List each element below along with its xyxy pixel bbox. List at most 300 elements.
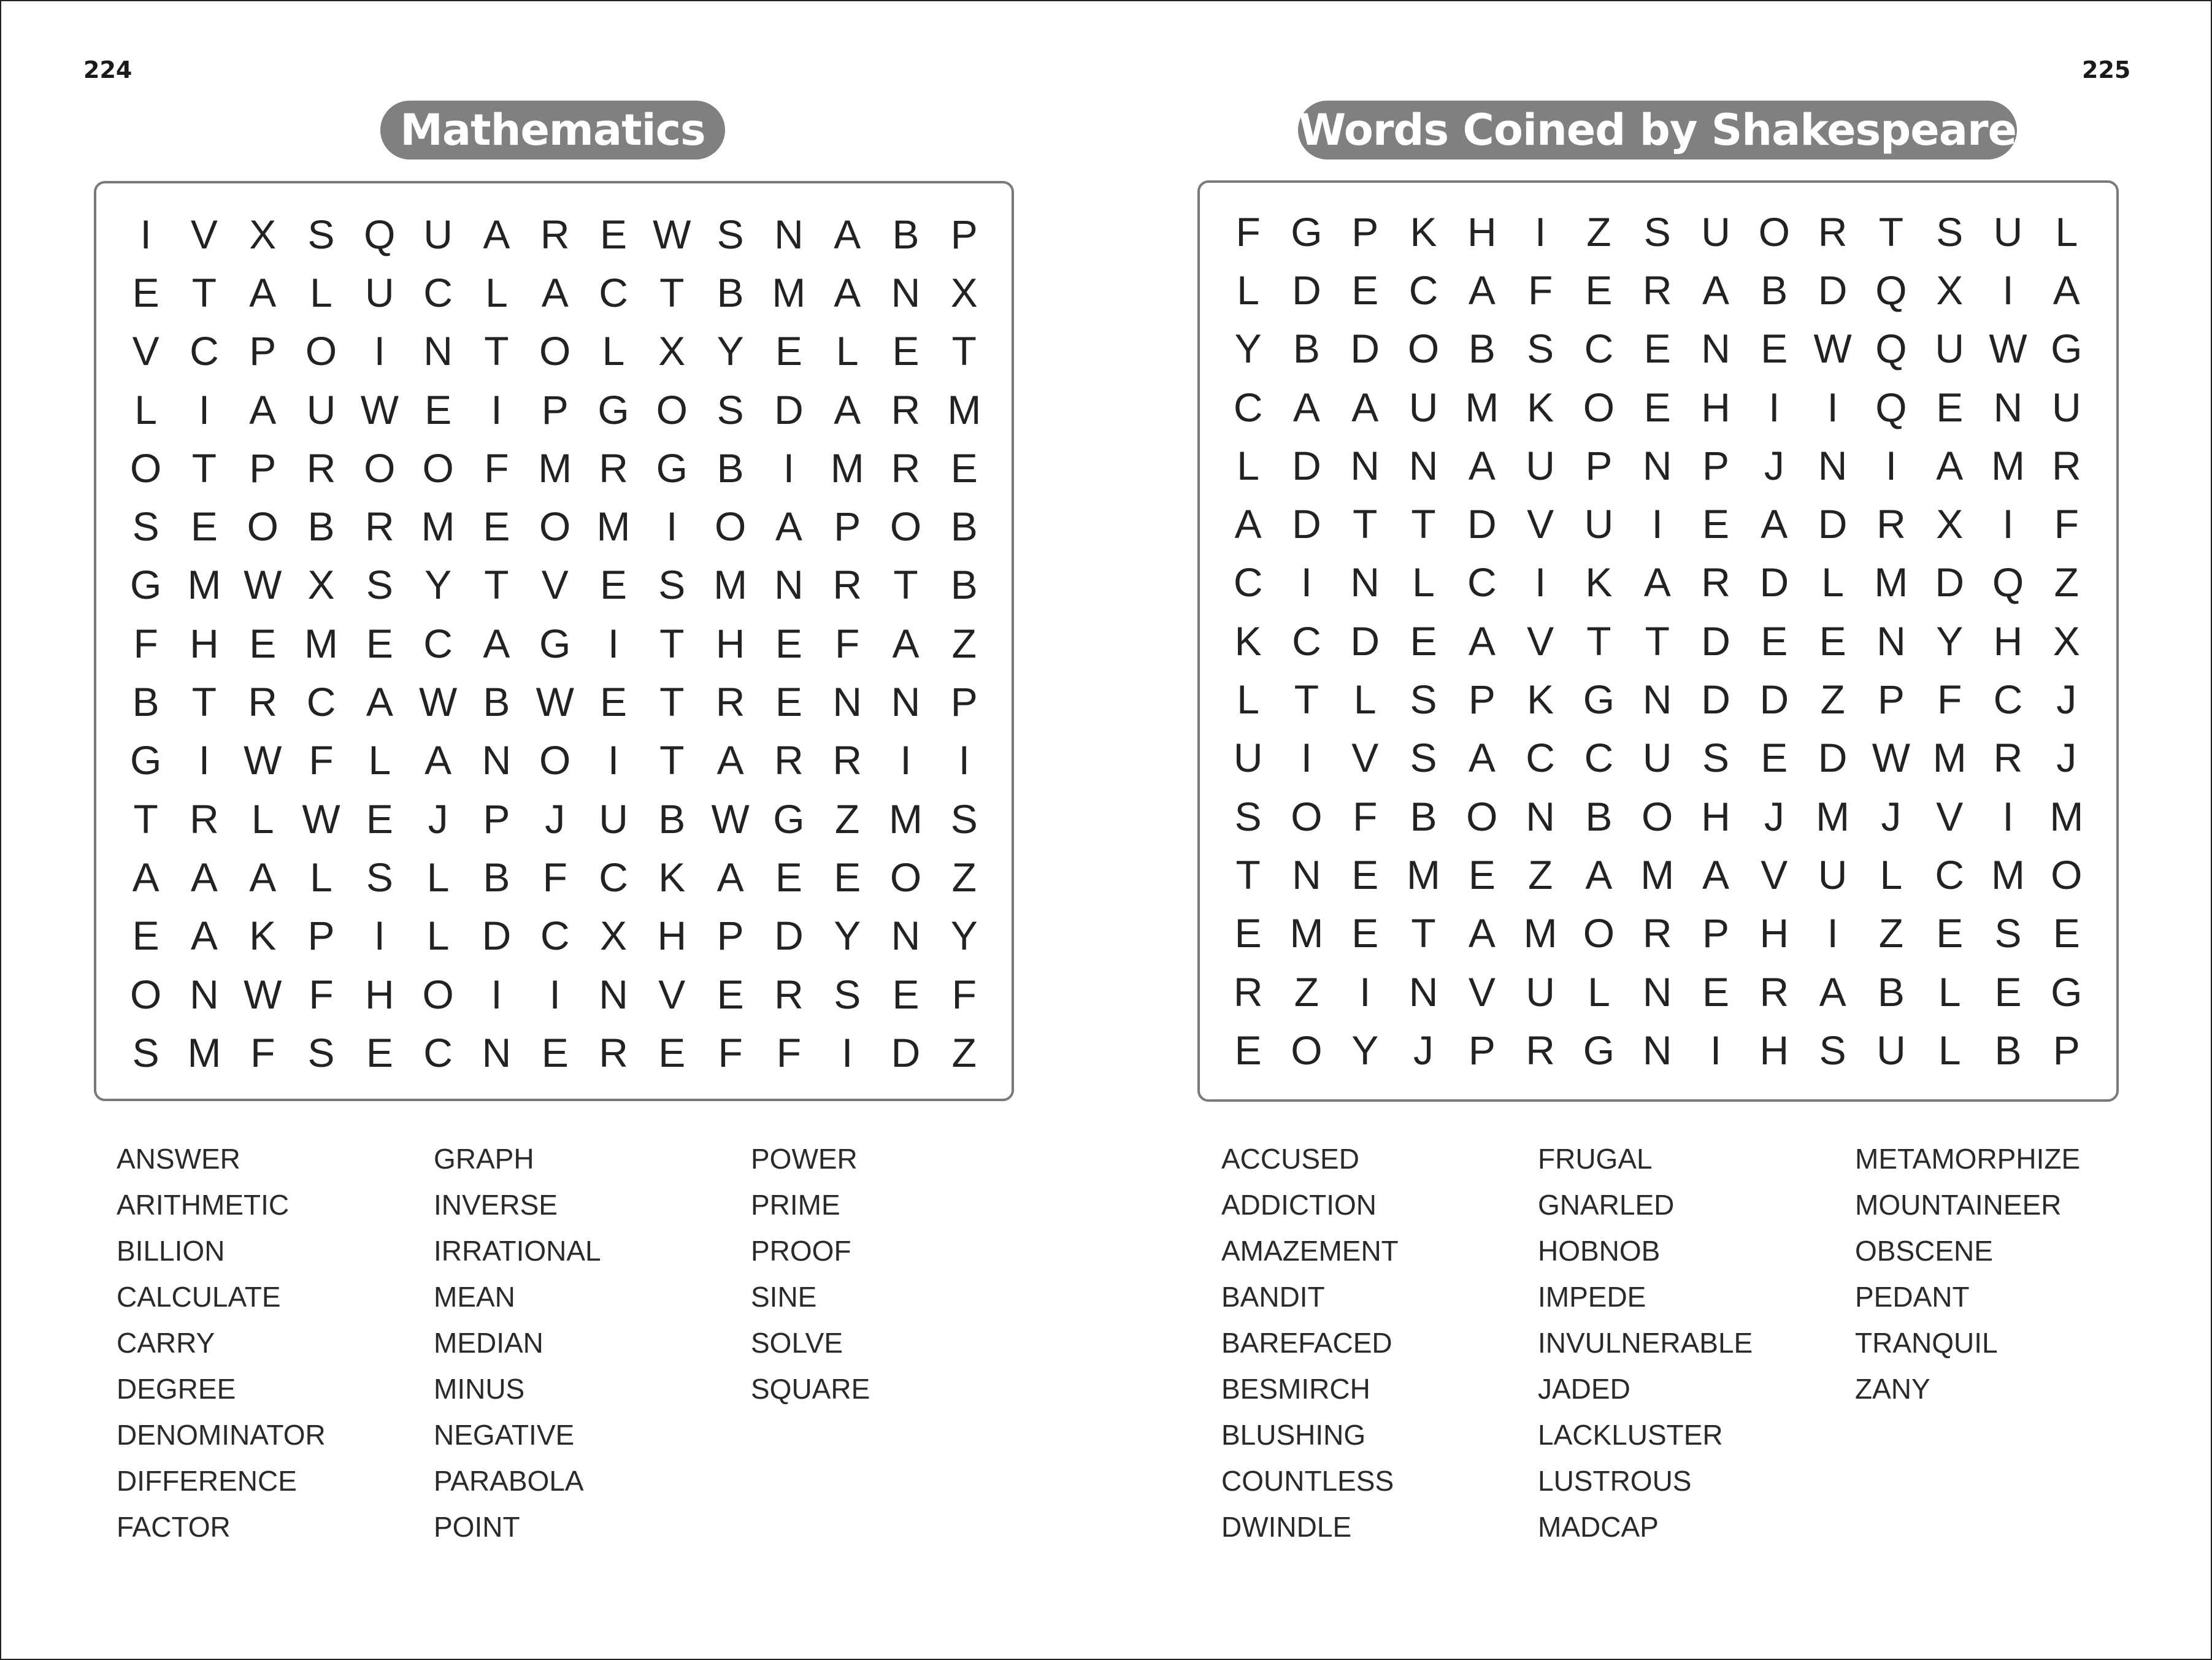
grid-letter[interactable]: Z	[1820, 677, 1845, 723]
grid-letter[interactable]: D	[1350, 618, 1380, 664]
grid-letter[interactable]: D	[1701, 677, 1730, 723]
grid-letter[interactable]: T	[191, 269, 217, 315]
grid-letter[interactable]: T	[133, 796, 158, 842]
grid-letter[interactable]: G	[597, 386, 629, 432]
grid-letter[interactable]: A	[1585, 851, 1613, 897]
grid-letter[interactable]: E	[716, 971, 744, 1017]
grid-letter[interactable]: O	[364, 445, 396, 491]
grid-letter[interactable]: G	[2051, 969, 2083, 1015]
grid-letter[interactable]: I	[1300, 559, 1313, 605]
grid-letter[interactable]: L	[134, 386, 157, 432]
grid-letter[interactable]: W	[244, 562, 282, 608]
grid-letter[interactable]: Q	[1875, 267, 1907, 313]
grid-letter[interactable]: O	[656, 386, 688, 432]
grid-letter[interactable]: U	[365, 269, 394, 315]
grid-letter[interactable]: A	[716, 854, 744, 900]
grid-letter[interactable]: R	[2051, 442, 2081, 488]
grid-letter[interactable]: F	[309, 737, 334, 783]
grid-letter[interactable]: M	[1289, 910, 1324, 956]
grid-letter[interactable]: X	[2053, 618, 2080, 664]
grid-letter[interactable]: D	[1759, 677, 1789, 723]
grid-letter[interactable]: H	[1701, 793, 1730, 839]
grid-letter[interactable]: I	[2002, 793, 2014, 839]
grid-letter[interactable]: J	[1413, 1027, 1434, 1073]
grid-letter[interactable]: N	[891, 679, 921, 725]
grid-letter[interactable]: D	[1701, 618, 1730, 664]
grid-letter[interactable]: B	[892, 211, 920, 257]
grid-letter[interactable]: C	[1584, 735, 1614, 781]
grid-letter[interactable]: B	[307, 504, 335, 550]
grid-letter[interactable]: M	[596, 504, 631, 550]
grid-letter[interactable]: N	[190, 971, 219, 1017]
grid-letter[interactable]: N	[1350, 559, 1380, 605]
grid-letter[interactable]: M	[1932, 735, 1967, 781]
grid-letter[interactable]: N	[1408, 969, 1438, 1015]
grid-letter[interactable]: M	[187, 1029, 221, 1075]
grid-letter[interactable]: E	[366, 1029, 393, 1075]
grid-letter[interactable]: T	[191, 679, 217, 725]
grid-letter[interactable]: U	[1993, 209, 2023, 255]
grid-letter[interactable]: D	[482, 913, 512, 959]
grid-letter[interactable]: B	[1761, 267, 1788, 313]
grid-letter[interactable]: M	[889, 796, 923, 842]
grid-letter[interactable]: D	[1292, 267, 1321, 313]
grid-letter[interactable]: R	[832, 737, 862, 783]
grid-letter[interactable]: F	[1235, 209, 1261, 255]
grid-letter[interactable]: T	[484, 562, 509, 608]
grid-letter[interactable]: R	[774, 737, 804, 783]
grid-letter[interactable]: P	[716, 913, 744, 959]
grid-letter[interactable]: O	[422, 971, 454, 1017]
grid-letter[interactable]: P	[1468, 677, 1496, 723]
grid-letter[interactable]: S	[132, 504, 159, 550]
grid-letter[interactable]: A	[190, 854, 218, 900]
grid-letter[interactable]: U	[306, 386, 336, 432]
grid-letter[interactable]: E	[775, 328, 802, 374]
grid-letter[interactable]: I	[958, 737, 970, 783]
grid-letter[interactable]: E	[132, 913, 159, 959]
grid-letter[interactable]: E	[950, 445, 978, 491]
grid-letter[interactable]: M	[1407, 851, 1441, 897]
grid-letter[interactable]: A	[2053, 267, 2080, 313]
grid-letter[interactable]: G	[2051, 326, 2083, 372]
grid-letter[interactable]: I	[491, 386, 502, 432]
grid-letter[interactable]: C	[1993, 677, 2023, 723]
grid-letter[interactable]: E	[483, 504, 510, 550]
grid-letter[interactable]: M	[1465, 384, 1499, 430]
grid-letter[interactable]: H	[715, 620, 745, 666]
grid-letter[interactable]: G	[1583, 677, 1615, 723]
grid-letter[interactable]: C	[540, 913, 570, 959]
grid-letter[interactable]: G	[1583, 1027, 1615, 1073]
grid-letter[interactable]: O	[714, 504, 747, 550]
grid-letter[interactable]: Z	[951, 620, 977, 666]
grid-letter[interactable]: E	[1351, 910, 1379, 956]
grid-letter[interactable]: O	[539, 328, 571, 374]
grid-letter[interactable]: N	[1642, 677, 1672, 723]
grid-letter[interactable]: X	[600, 913, 628, 959]
grid-letter[interactable]: N	[1292, 851, 1321, 897]
grid-letter[interactable]: O	[1407, 326, 1440, 372]
grid-letter[interactable]: C	[1233, 384, 1263, 430]
grid-letter[interactable]: C	[599, 269, 628, 315]
grid-letter[interactable]: L	[426, 854, 450, 900]
grid-letter[interactable]: V	[190, 211, 218, 257]
grid-letter[interactable]: E	[541, 1029, 569, 1075]
grid-letter[interactable]: S	[366, 854, 393, 900]
grid-letter[interactable]: O	[1583, 910, 1615, 956]
grid-letter[interactable]: U	[1642, 735, 1672, 781]
grid-letter[interactable]: I	[607, 620, 620, 666]
grid-letter[interactable]: A	[483, 211, 510, 257]
grid-letter[interactable]: Z	[2054, 559, 2079, 605]
grid-letter[interactable]: D	[774, 386, 804, 432]
grid-letter[interactable]: S	[1410, 677, 1437, 723]
grid-letter[interactable]: U	[1584, 501, 1614, 547]
grid-letter[interactable]: A	[1936, 442, 1964, 488]
grid-letter[interactable]: M	[1874, 559, 1908, 605]
grid-letter[interactable]: A	[249, 269, 277, 315]
grid-letter[interactable]: Y	[1936, 618, 1964, 664]
grid-letter[interactable]: L	[1237, 677, 1259, 723]
grid-letter[interactable]: B	[483, 679, 510, 725]
grid-letter[interactable]: I	[2002, 501, 2014, 547]
grid-letter[interactable]: H	[657, 913, 687, 959]
grid-letter[interactable]: A	[249, 854, 277, 900]
grid-letter[interactable]: I	[1885, 442, 1897, 488]
grid-letter[interactable]: T	[1411, 501, 1436, 547]
grid-letter[interactable]: V	[1936, 793, 1964, 839]
grid-letter[interactable]: T	[484, 328, 509, 374]
grid-letter[interactable]: U	[1526, 969, 1555, 1015]
grid-letter[interactable]: P	[950, 211, 978, 257]
grid-letter[interactable]: E	[1234, 1027, 1262, 1073]
grid-letter[interactable]: M	[187, 562, 221, 608]
grid-letter[interactable]: R	[1701, 559, 1730, 605]
grid-letter[interactable]: E	[892, 328, 920, 374]
grid-letter[interactable]: N	[1642, 442, 1672, 488]
grid-letter[interactable]: P	[249, 445, 277, 491]
grid-letter[interactable]: A	[1761, 501, 1788, 547]
grid-letter[interactable]: I	[1827, 910, 1838, 956]
grid-letter[interactable]: X	[249, 211, 277, 257]
grid-letter[interactable]: T	[191, 445, 217, 491]
grid-letter[interactable]: R	[1818, 209, 1848, 255]
grid-letter[interactable]: E	[1351, 267, 1379, 313]
grid-letter[interactable]: D	[1818, 267, 1848, 313]
grid-letter[interactable]: A	[190, 913, 218, 959]
grid-letter[interactable]: D	[891, 1029, 921, 1075]
grid-letter[interactable]: J	[2056, 735, 2077, 781]
grid-letter[interactable]: A	[1468, 735, 1496, 781]
grid-letter[interactable]: Z	[1878, 910, 1904, 956]
grid-letter[interactable]: T	[659, 679, 685, 725]
grid-letter[interactable]: I	[842, 1029, 853, 1075]
grid-letter[interactable]: J	[428, 796, 448, 842]
grid-letter[interactable]: L	[251, 796, 274, 842]
grid-letter[interactable]: R	[190, 796, 219, 842]
grid-letter[interactable]: G	[129, 562, 162, 608]
grid-letter[interactable]: M	[713, 562, 748, 608]
grid-letter[interactable]: E	[892, 971, 920, 1017]
grid-letter[interactable]: C	[1408, 267, 1438, 313]
grid-letter[interactable]: I	[1359, 969, 1371, 1015]
grid-letter[interactable]: V	[1527, 618, 1554, 664]
grid-letter[interactable]: C	[190, 328, 219, 374]
grid-letter[interactable]: I	[198, 386, 210, 432]
grid-letter[interactable]: I	[900, 737, 912, 783]
grid-letter[interactable]: U	[1408, 384, 1438, 430]
grid-letter[interactable]: A	[1292, 384, 1320, 430]
grid-letter[interactable]: W	[711, 796, 750, 842]
grid-letter[interactable]: A	[1351, 384, 1379, 430]
grid-letter[interactable]: L	[1412, 559, 1435, 605]
grid-letter[interactable]: H	[1759, 1027, 1789, 1073]
grid-letter[interactable]: E	[1702, 969, 1730, 1015]
grid-letter[interactable]: A	[366, 679, 393, 725]
grid-letter[interactable]: M	[1991, 442, 2025, 488]
grid-letter[interactable]: R	[1526, 1027, 1555, 1073]
grid-letter[interactable]: N	[891, 913, 921, 959]
grid-letter[interactable]: I	[1768, 384, 1780, 430]
grid-letter[interactable]: V	[1351, 735, 1379, 781]
grid-letter[interactable]: E	[1761, 618, 1788, 664]
grid-letter[interactable]: F	[250, 1029, 275, 1075]
grid-letter[interactable]: V	[132, 328, 159, 374]
grid-letter[interactable]: E	[775, 679, 802, 725]
grid-letter[interactable]: H	[1467, 209, 1497, 255]
grid-letter[interactable]: K	[1234, 618, 1262, 664]
grid-letter[interactable]: N	[832, 679, 862, 725]
grid-letter[interactable]: N	[1876, 618, 1906, 664]
grid-letter[interactable]: N	[774, 211, 804, 257]
grid-letter[interactable]: C	[306, 679, 336, 725]
grid-letter[interactable]: D	[1292, 501, 1321, 547]
grid-letter[interactable]: V	[541, 562, 569, 608]
grid-letter[interactable]: J	[2056, 677, 2077, 723]
grid-letter[interactable]: M	[304, 620, 339, 666]
grid-letter[interactable]: W	[536, 679, 574, 725]
grid-letter[interactable]: A	[775, 504, 802, 550]
grid-letter[interactable]: V	[658, 971, 686, 1017]
grid-letter[interactable]: W	[244, 971, 282, 1017]
grid-letter[interactable]: S	[1702, 735, 1730, 781]
grid-letter[interactable]: Z	[951, 854, 977, 900]
grid-letter[interactable]: U	[1526, 442, 1555, 488]
grid-letter[interactable]: N	[1818, 442, 1848, 488]
grid-letter[interactable]: I	[1300, 735, 1313, 781]
grid-letter[interactable]: N	[1701, 326, 1730, 372]
grid-letter[interactable]: U	[1818, 851, 1848, 897]
grid-letter[interactable]: P	[1585, 442, 1613, 488]
grid-letter[interactable]: Q	[1875, 384, 1907, 430]
grid-letter[interactable]: E	[1936, 910, 1964, 956]
grid-letter[interactable]: Z	[835, 796, 860, 842]
grid-letter[interactable]: E	[1585, 267, 1613, 313]
grid-letter[interactable]: A	[1468, 442, 1496, 488]
grid-letter[interactable]: X	[950, 269, 978, 315]
grid-letter[interactable]: R	[891, 445, 921, 491]
grid-letter[interactable]: X	[1936, 267, 1964, 313]
grid-letter[interactable]: I	[491, 971, 502, 1017]
grid-letter[interactable]: A	[1468, 618, 1496, 664]
grid-letter[interactable]: A	[1468, 267, 1496, 313]
grid-letter[interactable]: Z	[951, 1029, 977, 1075]
grid-letter[interactable]: I	[666, 504, 678, 550]
grid-letter[interactable]: A	[892, 620, 920, 666]
grid-letter[interactable]: L	[485, 269, 508, 315]
grid-letter[interactable]: V	[1761, 851, 1788, 897]
grid-letter[interactable]: E	[1351, 851, 1379, 897]
grid-letter[interactable]: S	[1819, 1027, 1846, 1073]
grid-letter[interactable]: X	[307, 562, 335, 608]
grid-letter[interactable]: E	[600, 679, 628, 725]
grid-letter[interactable]: O	[129, 445, 162, 491]
grid-letter[interactable]: K	[658, 854, 686, 900]
grid-letter[interactable]: S	[307, 211, 335, 257]
grid-letter[interactable]: N	[1408, 442, 1438, 488]
grid-letter[interactable]: U	[599, 796, 628, 842]
grid-letter[interactable]: W	[1813, 326, 1852, 372]
grid-letter[interactable]: E	[132, 269, 159, 315]
grid-letter[interactable]: D	[1467, 501, 1497, 547]
grid-letter[interactable]: B	[658, 796, 686, 842]
grid-letter[interactable]: P	[1702, 910, 1730, 956]
grid-letter[interactable]: B	[132, 679, 159, 725]
grid-letter[interactable]: F	[133, 620, 158, 666]
grid-letter[interactable]: S	[1527, 326, 1554, 372]
grid-letter[interactable]: A	[424, 737, 452, 783]
grid-letter[interactable]: F	[309, 971, 334, 1017]
grid-letter[interactable]: M	[947, 386, 981, 432]
grid-letter[interactable]: I	[198, 737, 210, 783]
grid-letter[interactable]: M	[830, 445, 864, 491]
grid-letter[interactable]: S	[716, 211, 744, 257]
grid-letter[interactable]: G	[129, 737, 162, 783]
grid-letter[interactable]: O	[539, 737, 571, 783]
grid-letter[interactable]: W	[1989, 326, 2027, 372]
grid-letter[interactable]: R	[891, 386, 921, 432]
grid-letter[interactable]: M	[2049, 793, 2084, 839]
grid-letter[interactable]: W	[360, 386, 399, 432]
grid-letter[interactable]: N	[1642, 1027, 1672, 1073]
grid-letter[interactable]: C	[1584, 326, 1614, 372]
grid-letter[interactable]: J	[545, 796, 566, 842]
grid-letter[interactable]: T	[1235, 851, 1261, 897]
grid-letter[interactable]: D	[774, 913, 804, 959]
grid-letter[interactable]: Y	[950, 913, 978, 959]
grid-letter[interactable]: S	[658, 562, 686, 608]
grid-letter[interactable]: E	[1410, 618, 1437, 664]
grid-letter[interactable]: E	[1468, 851, 1496, 897]
grid-letter[interactable]: T	[1294, 677, 1319, 723]
grid-letter[interactable]: T	[1411, 910, 1436, 956]
grid-letter[interactable]: F	[484, 445, 509, 491]
grid-letter[interactable]: P	[2053, 1027, 2080, 1073]
grid-letter[interactable]: A	[1468, 910, 1496, 956]
grid-letter[interactable]: A	[541, 269, 569, 315]
grid-letter[interactable]: O	[1642, 793, 1673, 839]
grid-letter[interactable]: R	[832, 562, 862, 608]
grid-letter[interactable]: E	[366, 620, 393, 666]
grid-letter[interactable]: Y	[424, 562, 452, 608]
grid-letter[interactable]: Q	[1875, 326, 1907, 372]
grid-letter[interactable]: S	[834, 971, 861, 1017]
grid-letter[interactable]: B	[716, 269, 744, 315]
grid-letter[interactable]: N	[1526, 793, 1555, 839]
grid-letter[interactable]: E	[600, 562, 628, 608]
grid-letter[interactable]: L	[1821, 559, 1844, 605]
grid-letter[interactable]: R	[248, 679, 278, 725]
grid-letter[interactable]: L	[1237, 442, 1259, 488]
grid-letter[interactable]: E	[424, 386, 452, 432]
grid-letter[interactable]: N	[482, 737, 512, 783]
grid-letter[interactable]: E	[775, 854, 802, 900]
grid-letter[interactable]: C	[1935, 851, 1965, 897]
grid-letter[interactable]: E	[658, 1029, 686, 1075]
grid-letter[interactable]: T	[659, 737, 685, 783]
grid-letter[interactable]: R	[1759, 969, 1789, 1015]
grid-letter[interactable]: P	[249, 328, 277, 374]
grid-letter[interactable]: R	[1233, 969, 1263, 1015]
grid-letter[interactable]: U	[1233, 735, 1263, 781]
grid-letter[interactable]: X	[1936, 501, 1964, 547]
grid-letter[interactable]: L	[1353, 677, 1377, 723]
grid-letter[interactable]: L	[310, 269, 332, 315]
grid-letter[interactable]: F	[776, 1029, 802, 1075]
grid-letter[interactable]: A	[249, 386, 277, 432]
grid-letter[interactable]: B	[716, 445, 744, 491]
grid-letter[interactable]: B	[1410, 793, 1437, 839]
grid-letter[interactable]: E	[2053, 910, 2080, 956]
grid-letter[interactable]: S	[366, 562, 393, 608]
grid-letter[interactable]: Q	[1992, 559, 2024, 605]
grid-letter[interactable]: B	[1994, 1027, 2022, 1073]
grid-letter[interactable]: O	[1583, 384, 1615, 430]
grid-letter[interactable]: S	[307, 1029, 335, 1075]
grid-letter[interactable]: R	[1993, 735, 2023, 781]
grid-letter[interactable]: S	[1994, 910, 2022, 956]
grid-letter[interactable]: K	[249, 913, 277, 959]
grid-letter[interactable]: D	[1292, 442, 1321, 488]
grid-letter[interactable]: W	[418, 679, 458, 725]
grid-letter[interactable]: T	[659, 269, 685, 315]
grid-letter[interactable]: L	[835, 328, 859, 374]
grid-letter[interactable]: F	[542, 854, 567, 900]
grid-letter[interactable]: I	[1827, 384, 1838, 430]
grid-letter[interactable]: C	[1233, 559, 1263, 605]
grid-letter[interactable]: F	[1353, 793, 1378, 839]
grid-letter[interactable]: B	[950, 504, 978, 550]
grid-letter[interactable]: L	[1237, 267, 1259, 313]
grid-letter[interactable]: I	[783, 445, 795, 491]
grid-letter[interactable]: M	[1640, 851, 1675, 897]
grid-letter[interactable]: R	[1642, 267, 1672, 313]
grid-letter[interactable]: I	[374, 328, 385, 374]
grid-letter[interactable]: N	[423, 328, 453, 374]
grid-letter[interactable]: W	[653, 211, 691, 257]
grid-letter[interactable]: P	[834, 504, 861, 550]
grid-letter[interactable]: O	[1758, 209, 1790, 255]
grid-letter[interactable]: H	[1759, 910, 1789, 956]
grid-letter[interactable]: A	[834, 269, 861, 315]
grid-letter[interactable]: B	[1877, 969, 1905, 1015]
grid-letter[interactable]: P	[1877, 677, 1905, 723]
grid-letter[interactable]: E	[1994, 969, 2022, 1015]
grid-letter[interactable]: A	[1234, 501, 1262, 547]
grid-letter[interactable]: V	[1468, 969, 1496, 1015]
grid-letter[interactable]: P	[1702, 442, 1730, 488]
